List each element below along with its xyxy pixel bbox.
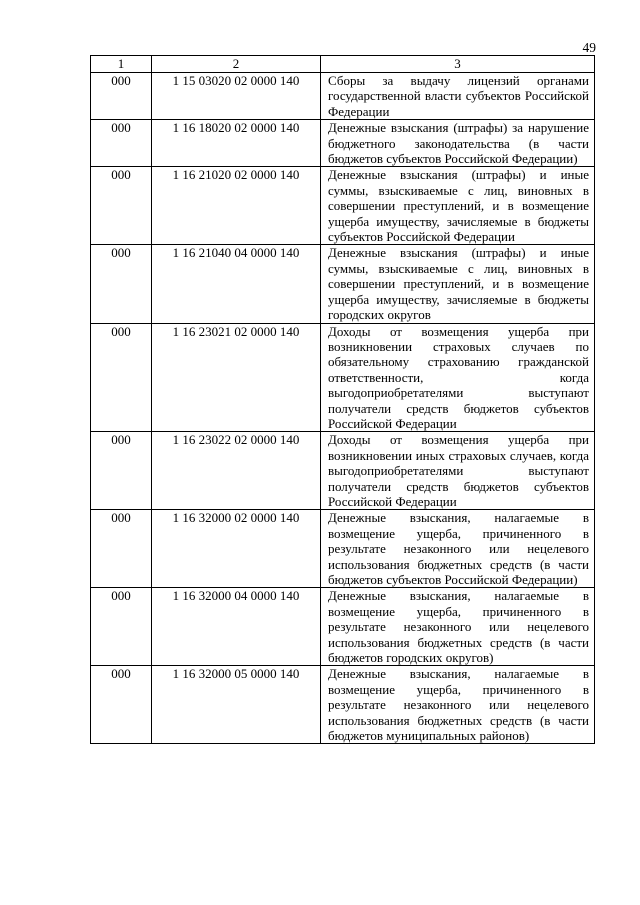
table-row <box>91 323 595 432</box>
revenue-name: Денежные взыскания (штрафы) за нарушение бюджетного законодательства (в части бюджетов субъектов Российской Федерации) <box>321 120 595 167</box>
revenue-name: Сборы за выдачу лицензий органами государственной власти субъектов Российской Федерации <box>321 73 595 120</box>
revenue-name: Денежные взыскания, налагаемые в возмещение ущерба, причиненного в результате незаконного или нецелевого использования бюджетных средств (в части бюджетов городских округов) <box>321 588 595 666</box>
admin-code: 000 <box>91 73 152 120</box>
revenue-name: Денежные взыскания, налагаемые в возмещение ущерба, причиненного в результате незаконного или нецелевого использования бюджетных средств (в части бюджетов муниципальных районов) <box>321 666 595 744</box>
table-row <box>91 120 595 167</box>
column-number-2: 2 <box>152 56 321 73</box>
table-header-row <box>91 56 595 73</box>
table-row <box>91 510 595 588</box>
budget-classification-code: 1 16 21040 04 0000 140 <box>152 245 321 323</box>
admin-code: 000 <box>91 167 152 245</box>
revenue-name: Доходы от возмещения ущерба при возникновении иных страховых случаев, когда выгодоприобретателями выступают получатели средств бюджетов субъектов Российской Федерации <box>321 432 595 510</box>
admin-code: 000 <box>91 245 152 323</box>
budget-classification-code: 1 16 23021 02 0000 140 <box>152 323 321 432</box>
table-row <box>91 245 595 323</box>
budget-classification-code: 1 16 23022 02 0000 140 <box>152 432 321 510</box>
budget-classification-code: 1 16 32000 04 0000 140 <box>152 588 321 666</box>
budget-classification-code: 1 16 32000 02 0000 140 <box>152 510 321 588</box>
revenue-name: Денежные взыскания, налагаемые в возмещение ущерба, причиненного в результате незаконного или нецелевого использования бюджетных средств (в части бюджетов субъектов Российской Федерации) <box>321 510 595 588</box>
admin-code: 000 <box>91 323 152 432</box>
column-number-3: 3 <box>321 56 595 73</box>
column-number-1: 1 <box>91 56 152 73</box>
budget-classification-code: 1 16 18020 02 0000 140 <box>152 120 321 167</box>
table-row <box>91 167 595 245</box>
table-row <box>91 432 595 510</box>
revenue-name: Денежные взыскания (штрафы) и иные суммы, взыскиваемые с лиц, виновных в совершении преступлений, и в возмещение ущерба имуществу, зачисляемые в бюджеты субъектов Российской Федерации <box>321 167 595 245</box>
revenue-codes-table <box>90 55 595 744</box>
revenue-name: Доходы от возмещения ущерба при возникновении страховых случаев по обязательному страхованию гражданской ответственности, когда выгодоприобретателями выступают получатели средств бюджетов субъектов Российской Федерации <box>321 323 595 432</box>
admin-code: 000 <box>91 432 152 510</box>
page-number: 49 <box>582 40 596 55</box>
admin-code: 000 <box>91 666 152 744</box>
budget-classification-code: 1 15 03020 02 0000 140 <box>152 73 321 120</box>
budget-classification-code: 1 16 32000 05 0000 140 <box>152 666 321 744</box>
admin-code: 000 <box>91 588 152 666</box>
admin-code: 000 <box>91 510 152 588</box>
table-row <box>91 666 595 744</box>
table-row <box>91 73 595 120</box>
revenue-name: Денежные взыскания (штрафы) и иные суммы, взыскиваемые с лиц, виновных в совершении преступлений, и в возмещение ущерба имуществу, зачисляемые в бюджеты городских округов <box>321 245 595 323</box>
table-row <box>91 588 595 666</box>
admin-code: 000 <box>91 120 152 167</box>
budget-classification-code: 1 16 21020 02 0000 140 <box>152 167 321 245</box>
